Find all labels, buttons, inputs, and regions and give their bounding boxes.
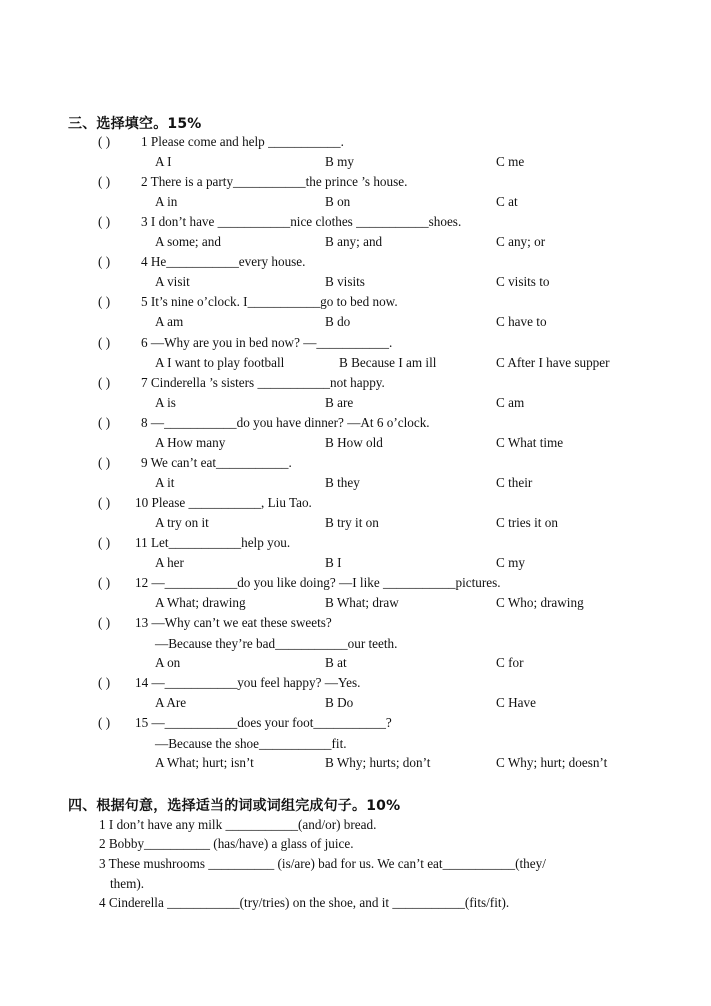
question-stem: 10 Please ___________, Liu Tao.	[135, 495, 312, 510]
option-a: A it	[155, 475, 175, 490]
option-b: B visits	[325, 274, 365, 289]
option-c: C am	[496, 395, 525, 410]
option-c: C at	[496, 194, 518, 209]
option-c: C my	[496, 555, 525, 570]
option-b: B Do	[325, 695, 354, 710]
question-15	[0, 715, 711, 735]
options-8	[0, 435, 711, 455]
option-a: A What; drawing	[155, 595, 246, 610]
question-12	[0, 575, 711, 595]
option-a: A her	[155, 555, 184, 570]
option-c: C their	[496, 475, 533, 490]
option-b: B I	[325, 555, 342, 570]
question-10	[0, 495, 711, 515]
question-stem: 15 —___________does your foot___________?	[135, 715, 392, 730]
option-b: B my	[325, 154, 354, 169]
question-8	[0, 415, 711, 435]
question-9	[0, 455, 711, 475]
question-14	[0, 675, 711, 695]
option-c: C After I have supper	[496, 355, 610, 370]
answer-paren[interactable]: ( )	[98, 535, 111, 550]
option-b: B Because I am ill	[339, 355, 437, 370]
answer-paren[interactable]: ( )	[98, 455, 111, 470]
answer-paren[interactable]: ( )	[98, 214, 111, 229]
option-a: A I	[155, 154, 172, 169]
option-a: A some; and	[155, 234, 221, 249]
answer-paren[interactable]: ( )	[98, 335, 111, 350]
option-b: B How old	[325, 435, 383, 450]
fill-item-1: 1 I don’t have any milk ___________(and/or) bread.	[99, 817, 377, 832]
question-stem: 3 I don’t have ___________nice clothes ___________shoes.	[141, 214, 462, 229]
options-1	[0, 154, 711, 174]
fill-item-4: 4 Cinderella ___________(try/tries) on the shoe, and it ___________(fits/fit).	[99, 895, 510, 910]
option-a: A on	[155, 655, 181, 670]
question-stem: 9 We can’t eat___________.	[141, 455, 292, 470]
question-5	[0, 294, 711, 314]
question-stem: 1 Please come and help ___________.	[141, 134, 344, 149]
question-stem: 5 It’s nine o’clock. I___________go to bed now.	[141, 294, 398, 309]
options-11	[0, 555, 711, 575]
option-c: C Who; drawing	[496, 595, 584, 610]
question-stem: 2 There is a party___________the prince ’s house.	[141, 174, 408, 189]
section-3-title: 三、选择填空。15%	[68, 116, 202, 132]
question-1	[0, 134, 711, 154]
option-a: A am	[155, 314, 184, 329]
question-3	[0, 214, 711, 234]
question-11	[0, 535, 711, 555]
option-c: C have to	[496, 314, 547, 329]
question-7	[0, 375, 711, 395]
options-14	[0, 695, 711, 715]
option-b: B are	[325, 395, 354, 410]
question-stem: 6 —Why are you in bed now? —___________.	[141, 335, 393, 350]
option-b: B try it on	[325, 515, 379, 530]
question-stem: 8 —___________do you have dinner? —At 6 o’clock.	[141, 415, 430, 430]
option-a: A Are	[155, 695, 187, 710]
option-a: A I want to play football	[155, 355, 285, 370]
option-a: A What; hurt; isn’t	[155, 755, 254, 770]
question-2	[0, 174, 711, 194]
options-6	[0, 355, 711, 375]
answer-paren[interactable]: ( )	[98, 715, 111, 730]
option-a: A visit	[155, 274, 190, 289]
option-c: C visits to	[496, 274, 550, 289]
answer-paren[interactable]: ( )	[98, 254, 111, 269]
answer-paren[interactable]: ( )	[98, 495, 111, 510]
fill-item-2: 2 Bobby__________ (has/have) a glass of juice.	[99, 836, 354, 851]
section-4-title: 四、根据句意，选择适当的词或词组完成句子。10%	[68, 798, 401, 814]
option-c: C Have	[496, 695, 536, 710]
question-stem: 13 —Why can’t we eat these sweets?	[135, 615, 332, 630]
option-b: B at	[325, 655, 347, 670]
question-6	[0, 335, 711, 355]
question-stem: 14 —___________you feel happy? —Yes.	[135, 675, 361, 690]
options-15	[0, 755, 711, 775]
question-stem: 11 Let___________help you.	[135, 535, 291, 550]
options-12	[0, 595, 711, 615]
options-5	[0, 314, 711, 334]
options-10	[0, 515, 711, 535]
option-c: C tries it on	[496, 515, 558, 530]
options-7	[0, 395, 711, 415]
question-stem: 7 Cinderella ’s sisters ___________not happy.	[141, 375, 385, 390]
question-4	[0, 254, 711, 274]
answer-paren[interactable]: ( )	[98, 294, 111, 309]
option-b: B any; and	[325, 234, 383, 249]
option-b: B What; draw	[325, 595, 399, 610]
option-b: B they	[325, 475, 360, 490]
option-b: B on	[325, 194, 351, 209]
option-c: C Why; hurt; doesn’t	[496, 755, 608, 770]
answer-paren[interactable]: ( )	[98, 675, 111, 690]
options-2	[0, 194, 711, 214]
options-9	[0, 475, 711, 495]
option-a: A try on it	[155, 515, 209, 530]
option-c: C any; or	[496, 234, 546, 249]
options-3	[0, 234, 711, 254]
option-b: B Why; hurts; don’t	[325, 755, 431, 770]
answer-paren[interactable]: ( )	[98, 375, 111, 390]
option-c: C me	[496, 154, 525, 169]
option-c: C for	[496, 655, 524, 670]
answer-paren[interactable]: ( )	[98, 575, 111, 590]
option-a: A How many	[155, 435, 226, 450]
fill-item-3: 3 These mushrooms __________ (is/are) bad for us. We can’t eat___________(they/	[99, 856, 546, 871]
question-13	[0, 615, 711, 635]
question-15-line-2: —Because the shoe___________fit.	[155, 736, 347, 751]
option-a: A is	[155, 395, 176, 410]
question-stem: 12 —___________do you like doing? —I like ___________pictures.	[135, 575, 501, 590]
answer-paren[interactable]: ( )	[98, 415, 111, 430]
answer-paren[interactable]: ( )	[98, 615, 111, 630]
option-a: A in	[155, 194, 178, 209]
answer-paren[interactable]: ( )	[98, 134, 111, 149]
option-b: B do	[325, 314, 351, 329]
options-4	[0, 274, 711, 294]
options-13	[0, 655, 711, 675]
answer-paren[interactable]: ( )	[98, 174, 111, 189]
fill-item-3-continued: them).	[110, 876, 145, 891]
question-stem: 4 He___________every house.	[141, 254, 306, 269]
question-13-line-2: —Because they’re bad___________our teeth.	[155, 636, 398, 651]
option-c: C What time	[496, 435, 564, 450]
